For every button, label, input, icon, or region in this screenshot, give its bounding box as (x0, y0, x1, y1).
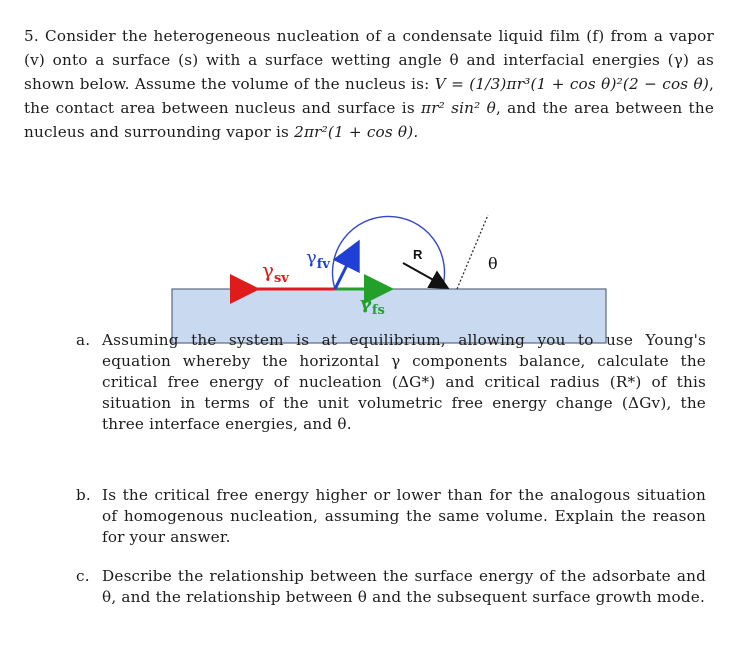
gamma-fv-label: $\gamma_{fv}$ (306, 247, 330, 272)
question-body (24, 24, 714, 144)
nucleus-arc (333, 216, 445, 289)
subquestion-text: Describe the relationship between the surface energy of the adsorbate and θ, and the relationship between θ and the subsequent surface growth mode. (102, 567, 706, 606)
tangent-line (457, 215, 488, 289)
nucleation-figure (170, 185, 610, 345)
gamma-sv-label: $\gamma_{sv}$ (262, 258, 289, 286)
volume-formula: V = (1/3)πr³(1 + cos θ)²(2 − cos θ) (434, 75, 709, 93)
subquestion-label: a. (76, 331, 91, 349)
angle-label: θ (488, 254, 498, 273)
radius-arrow (403, 263, 446, 287)
gamma-fv-arrow (335, 245, 357, 289)
subquestion-a (76, 330, 706, 435)
subquestion-c (76, 566, 706, 608)
gamma-fs-label: $\gamma_{fs}$ (360, 293, 385, 318)
radius-label: R (413, 247, 423, 262)
subquestion-label: b. (76, 486, 91, 504)
nucleation-diagram (170, 185, 610, 345)
question-line2: , the contact area between nucleus and surface is (24, 75, 715, 117)
question-line3: , and the area between the nucleus and surrounding vapor is (24, 99, 715, 141)
subquestion-text: Is the critical free energy higher or lower than for the analogous situation of homogenous nucleation, assuming the same volume. Explain the reason for your answer. (102, 486, 706, 546)
vapor-area-formula: 2πr²(1 + cos θ). (294, 123, 419, 141)
question-number: 5. (24, 27, 39, 45)
subquestion-label: c. (76, 567, 90, 585)
contact-area-formula: πr² sin² θ (421, 99, 496, 117)
question-5 (24, 24, 714, 144)
subquestion-text: Assuming the system is at equilibrium, allowing you to use Young's equation whereby the horizontal γ components balance, calculate the critical free energy of nucleation (ΔG*) and critical radius (R*) of this situation in terms of the unit volumetric free energy change (ΔGv), the three interface energies, and θ. (102, 331, 706, 433)
question-line1: Consider the heterogeneous nucleation of a condensate liquid film (f) from a vapor (v) onto a surface (s) with a surface wetting angle θ and interfacial energies (γ) as shown below. Assume the volume of the nucleus is: (24, 27, 714, 93)
subquestion-b (76, 485, 706, 548)
